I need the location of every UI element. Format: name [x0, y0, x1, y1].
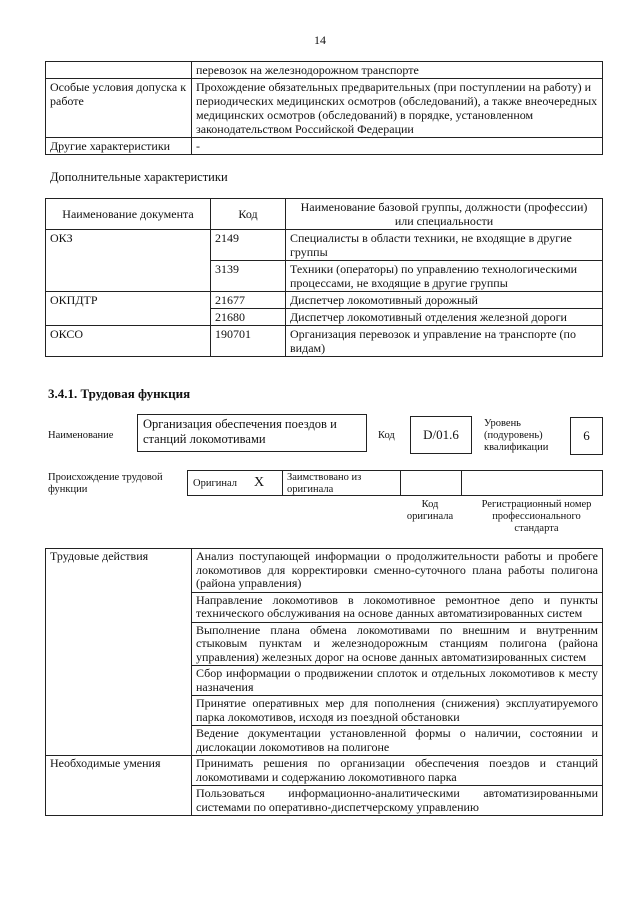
table-cell: 2149	[211, 230, 286, 261]
table-cell: ОКЗ	[46, 230, 211, 292]
table-cell: Сбор информации о продвижении сплоток и отдельных локомотивов к месту назначения	[192, 666, 603, 696]
table-cell: Другие характеристики	[46, 138, 192, 155]
table-row	[46, 292, 603, 309]
level-label: Уровень (подуровень) квалификации	[484, 418, 549, 453]
divider	[282, 471, 283, 495]
table-cell: 190701	[211, 326, 286, 357]
table-row	[46, 756, 603, 786]
function-code-box: D/01.6	[410, 416, 472, 454]
table-cell	[46, 62, 192, 79]
column-header: Наименование документа	[46, 199, 211, 230]
table-header-row	[46, 199, 603, 230]
column-header: Код	[211, 199, 286, 230]
table-cell: Принимать решения по организации обеспечения поездов и станций локомотивами и содержанию локомотивного парка	[192, 756, 603, 786]
top-characteristics-table	[45, 61, 603, 155]
table-cell: Прохождение обязательных предварительных (при поступлении на работу) и периодических медицинских осмотров (обследований), а также внеочередных медицинских осмотров (обследований) в порядке, установленном законодательством Российской Федерации	[192, 79, 603, 138]
name-label: Наименование	[48, 430, 114, 441]
classification-table	[45, 198, 603, 357]
table-cell: Техники (операторы) по управлению технологическими процессами, не входящие в другие группы	[286, 261, 603, 292]
table-row	[46, 138, 603, 155]
table-cell: ОКПДТР	[46, 292, 211, 326]
registration-number-label: Регистрационный номер профессионального стандарта	[481, 499, 592, 534]
code-label: Код	[378, 430, 395, 441]
table-cell: Специалисты в области техники, не входящие в другие группы	[286, 230, 603, 261]
table-cell: Ведение документации установленной формы о наличии, состоянии и дислокации локомотивов на полигоне	[192, 726, 603, 756]
table-cell: Диспетчер локомотивный дорожный	[286, 292, 603, 309]
level-box: 6	[570, 417, 603, 455]
table-cell: Организация перевозок и управление на транспорте (по видам)	[286, 326, 603, 357]
borrowed-label: Заимствовано из оригинала	[287, 472, 362, 495]
additional-characteristics-title: Дополнительные характеристики	[50, 170, 228, 184]
table-cell: перевозок на железнодорожном транспорте	[192, 62, 603, 79]
original-mark: X	[254, 475, 265, 490]
page-number: 14	[314, 33, 326, 47]
divider	[400, 471, 401, 495]
original-label: Оригинал	[193, 478, 237, 489]
function-name-box: Организация обеспечения поездов и станций локомотивами	[137, 414, 367, 452]
origin-code-label: Код оригинала	[406, 499, 454, 522]
section-title: 3.4.1. Трудовая функция	[48, 386, 191, 401]
table-cell: Принятие оперативных мер для пополнения (снижения) эксплуатируемого парка локомотивов, исходя из поездной обстановки	[192, 696, 603, 726]
column-header: Наименование базовой группы, должности (профессии) или специальности	[286, 199, 603, 230]
table-cell: Анализ поступающей информации о продолжительности работы и пробеге локомотивов для корректировки сменно-суточного плана работы полигона (района управления)	[192, 549, 603, 593]
table-row	[46, 62, 603, 79]
table-cell: ОКСО	[46, 326, 211, 357]
origin-label: Происхождение трудовой функции	[48, 472, 163, 495]
table-cell: 3139	[211, 261, 286, 292]
table-row	[46, 79, 603, 138]
table-cell: Диспетчер локомотивный отделения железной дороги	[286, 309, 603, 326]
table-cell: -	[192, 138, 603, 155]
table-cell: Пользоваться информационно-аналитическими автоматизированными системами по оперативно-диспетчерскому управлению	[192, 786, 603, 816]
table-cell: 21677	[211, 292, 286, 309]
divider	[461, 471, 462, 495]
table-cell: Выполнение плана обмена локомотивами по внешним и внутренним стыковым пунктам и железнодорожным станциям полигона (района управления) железных дорог на основе данных автоматизированных систем	[192, 622, 603, 666]
table-cell: Направление локомотивов в локомотивное ремонтное депо и пункты технического обслуживания на основе данных автоматизированных систем	[192, 592, 603, 622]
table-row	[46, 549, 603, 593]
table-cell: 21680	[211, 309, 286, 326]
group-label: Трудовые действия	[46, 549, 192, 756]
labor-functions-table	[45, 548, 603, 816]
table-row	[46, 230, 603, 261]
table-row	[46, 326, 603, 357]
origin-box	[187, 470, 603, 496]
group-label: Необходимые умения	[46, 756, 192, 816]
table-cell: Особые условия допуска к работе	[46, 79, 192, 138]
